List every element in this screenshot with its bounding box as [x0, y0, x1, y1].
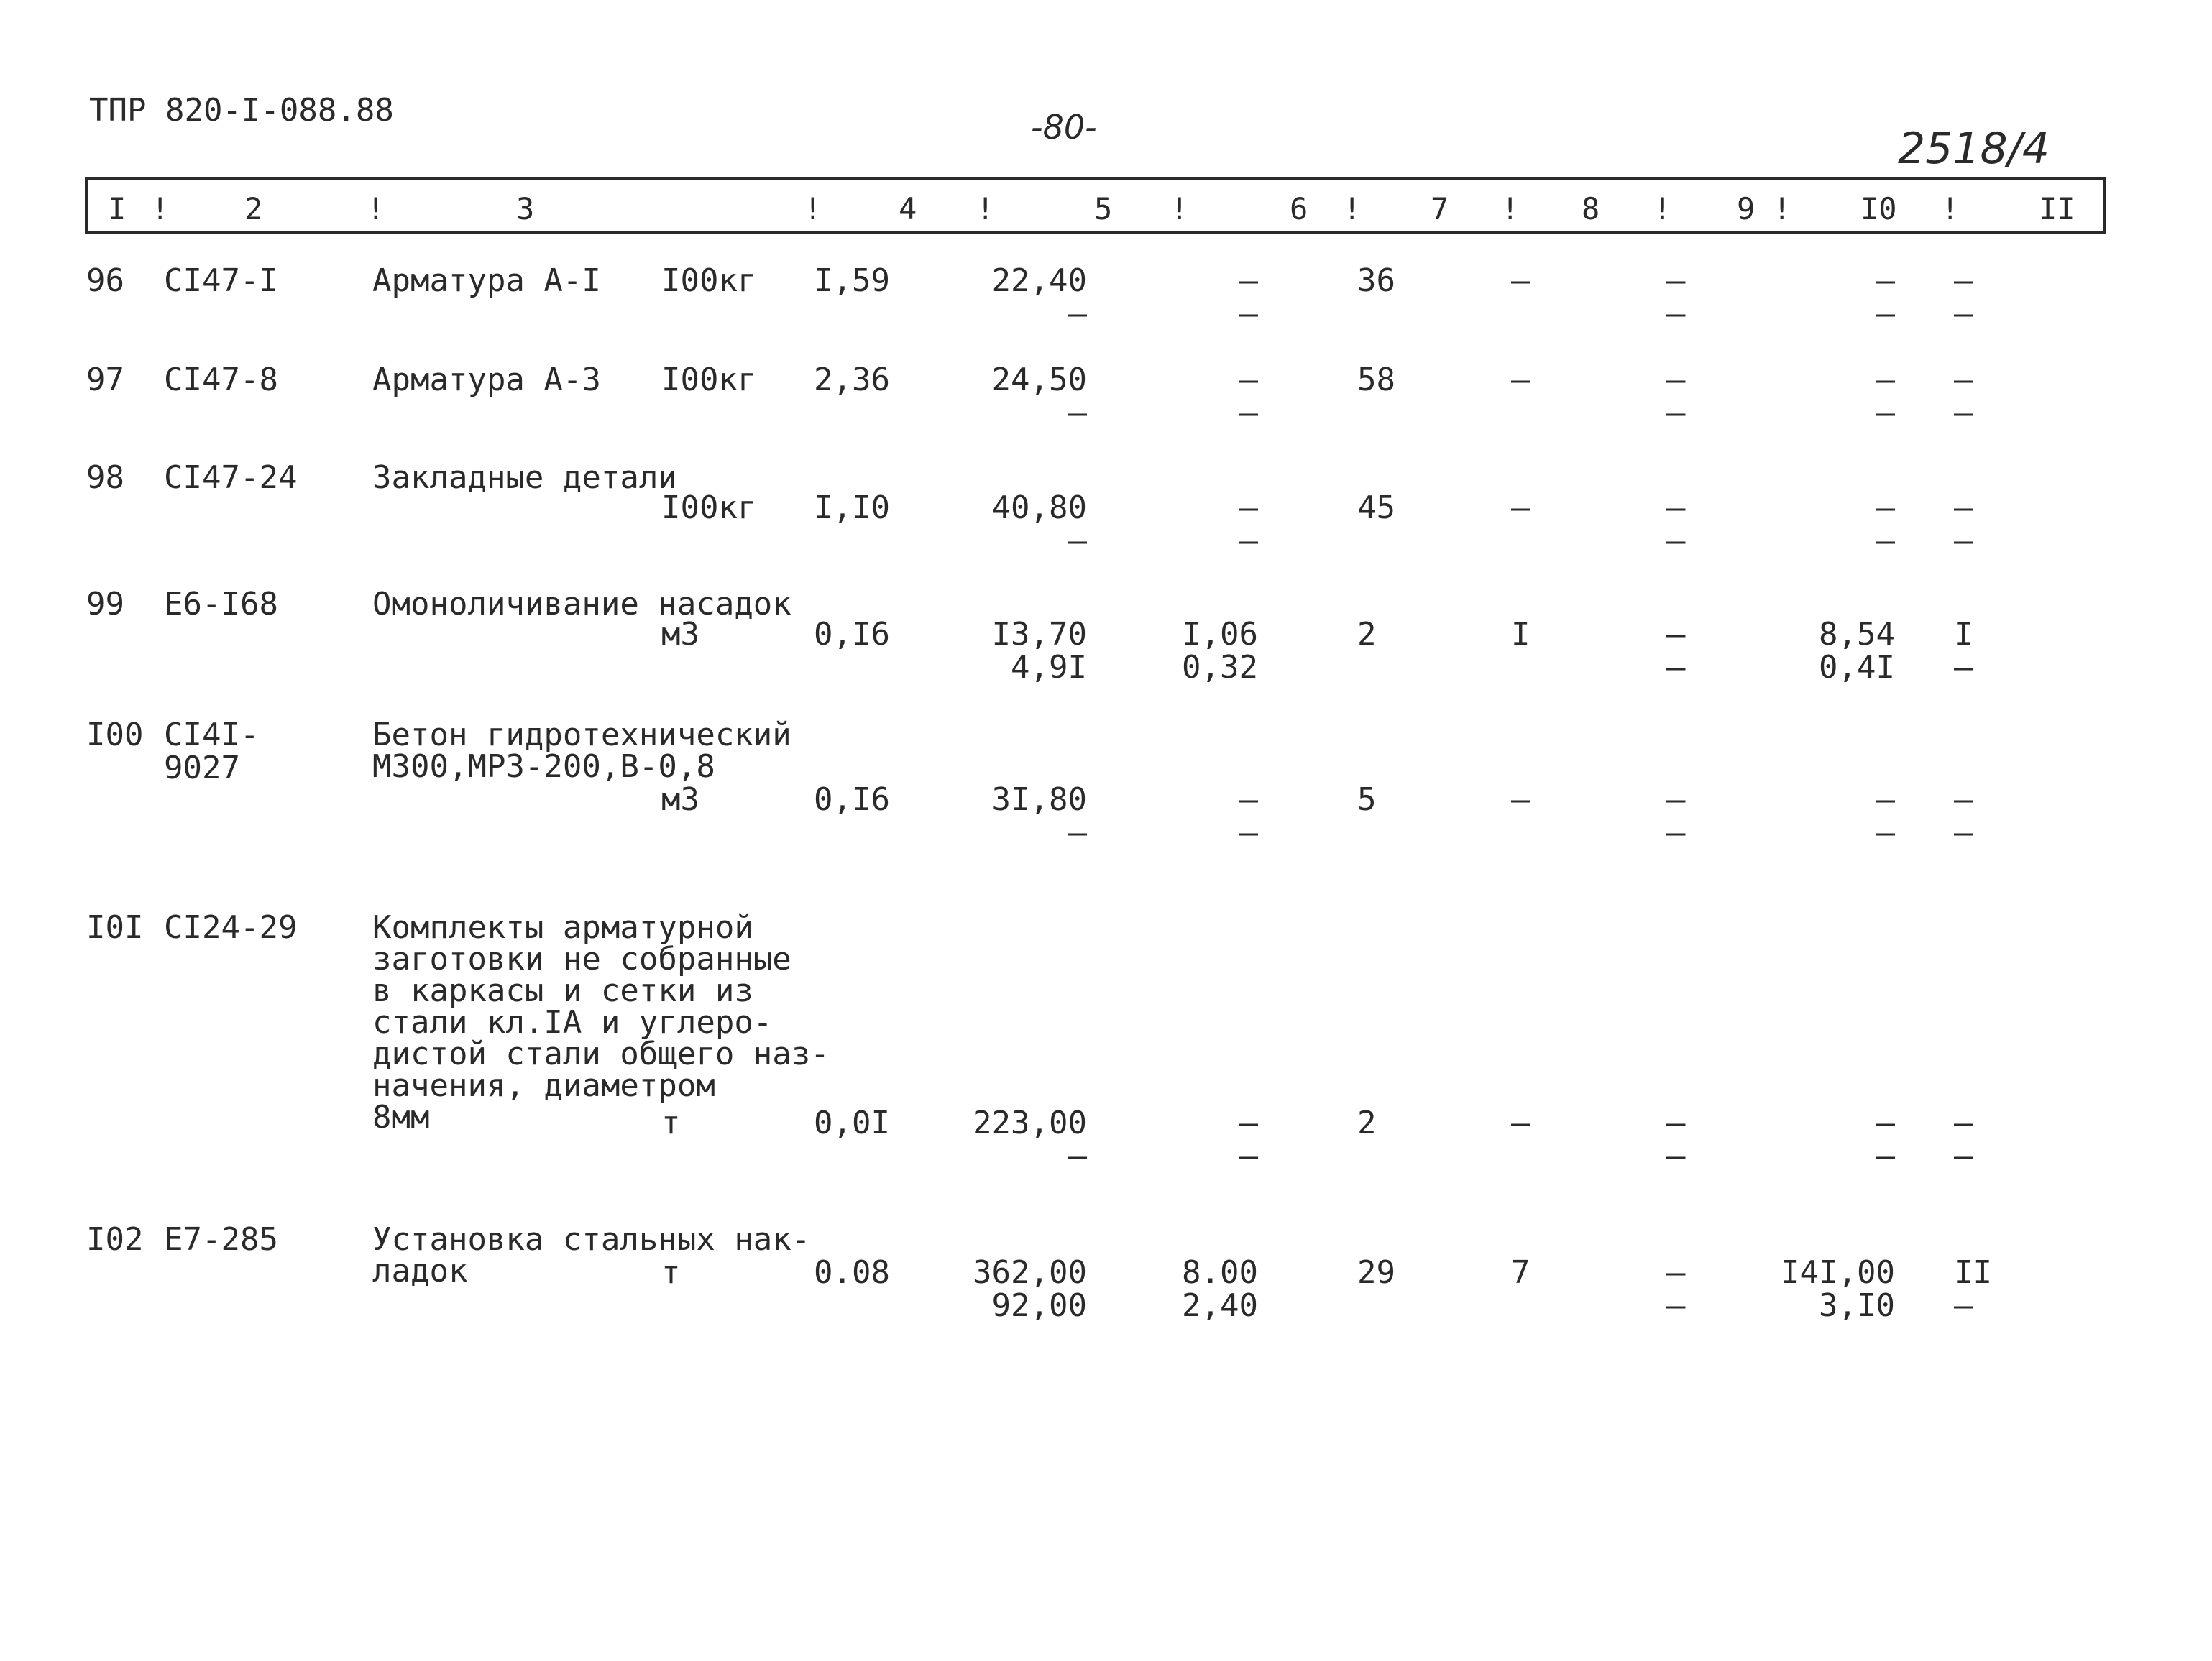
- row-number: 96: [86, 262, 124, 299]
- col8-value: –: [1511, 489, 1530, 526]
- col5-subvalue: 92,00: [991, 1287, 1087, 1324]
- row-quantity: I,59: [814, 262, 890, 299]
- col10-value: I4I,00: [1781, 1254, 1895, 1291]
- col5-value: 24,50: [991, 362, 1087, 398]
- col9-subvalue: –: [1666, 649, 1686, 686]
- col5-subvalue: –: [1068, 1138, 1087, 1174]
- row-name-line: Омоноличивание насадок: [372, 586, 791, 622]
- column-header-8: 8: [1582, 191, 1600, 226]
- col9-subvalue: –: [1666, 395, 1686, 431]
- col11-value: I: [1954, 616, 1973, 653]
- col9-value: –: [1666, 1105, 1686, 1141]
- row-name-line: Арматура А-I: [372, 262, 601, 299]
- col9-subvalue: –: [1666, 295, 1686, 332]
- col7-value: 5: [1357, 781, 1377, 818]
- column-header-9: 9: [1737, 191, 1756, 226]
- col9-value: –: [1666, 262, 1686, 299]
- column-separator: !: [1941, 191, 1960, 226]
- col11-subvalue: –: [1954, 1138, 1973, 1174]
- col11-value: –: [1954, 489, 1973, 526]
- column-header-6: 6: [1290, 191, 1308, 226]
- col10-value: –: [1876, 262, 1895, 299]
- row-unit: I00кг: [661, 489, 757, 526]
- row-number: I02: [86, 1221, 144, 1258]
- row-unit: м3: [661, 781, 699, 818]
- col5-subvalue: –: [1068, 523, 1087, 559]
- column-header-1: I: [108, 191, 127, 226]
- row-number: 99: [86, 586, 124, 622]
- row-code: E6-I68: [164, 586, 278, 622]
- row-unit: м3: [661, 616, 699, 653]
- col7-value: 36: [1357, 262, 1395, 299]
- col11-subvalue: –: [1954, 523, 1973, 559]
- row-code: CI47-I: [164, 262, 278, 299]
- col6-subvalue: 0,32: [1182, 649, 1258, 686]
- header-right-rule: [2103, 177, 2106, 234]
- row-name-line: Закладные детали: [372, 459, 677, 496]
- col9-subvalue: –: [1666, 1287, 1686, 1324]
- col6-value: –: [1239, 1105, 1258, 1141]
- col9-value: –: [1666, 616, 1686, 653]
- col6-subvalue: –: [1239, 1138, 1258, 1174]
- row-name-line: начения, диаметром: [372, 1067, 715, 1104]
- row-code: CI47-8: [164, 362, 278, 398]
- column-header-5: 5: [1094, 191, 1113, 226]
- col5-value: 223,00: [973, 1105, 1087, 1141]
- col8-value: I: [1511, 616, 1530, 653]
- column-separator: !: [804, 191, 822, 226]
- col6-value: –: [1239, 489, 1258, 526]
- col5-subvalue: –: [1068, 395, 1087, 431]
- row-number: 98: [86, 459, 124, 496]
- col8-value: –: [1511, 362, 1530, 398]
- col11-subvalue: –: [1954, 295, 1973, 332]
- column-header-10: I0: [1860, 191, 1897, 226]
- col10-value: –: [1876, 1105, 1895, 1141]
- col5-subvalue: 4,9I: [1011, 649, 1087, 686]
- col11-subvalue: –: [1954, 649, 1973, 686]
- col6-value: 8.00: [1182, 1254, 1258, 1291]
- col7-value: 2: [1357, 616, 1377, 653]
- column-header-2: 2: [244, 191, 263, 226]
- col10-value: –: [1876, 489, 1895, 526]
- row-name-line: Установка стальных нак-: [372, 1221, 811, 1258]
- sheet-number: 2518/4: [1898, 124, 2050, 174]
- col10-subvalue: 3,I0: [1819, 1287, 1895, 1324]
- row-unit: I00кг: [661, 362, 757, 398]
- col9-subvalue: –: [1666, 523, 1686, 559]
- header-left-rule: [85, 177, 88, 234]
- col5-value: I3,70: [991, 616, 1087, 653]
- col9-value: –: [1666, 1254, 1686, 1291]
- column-separator: !: [367, 191, 385, 226]
- column-separator: !: [976, 191, 995, 226]
- col6-value: –: [1239, 262, 1258, 299]
- row-name-line: Комплекты арматурной: [372, 909, 753, 946]
- col7-value: 45: [1357, 489, 1395, 526]
- col8-value: –: [1511, 1105, 1530, 1141]
- page-number: -80-: [1031, 108, 1097, 147]
- col7-value: 29: [1357, 1254, 1395, 1291]
- row-number: I0I: [86, 909, 144, 946]
- document-code: ТПР 820-I-088.88: [89, 92, 394, 129]
- row-number: I00: [86, 717, 144, 753]
- row-unit: I00кг: [661, 262, 757, 299]
- col9-value: –: [1666, 781, 1686, 818]
- row-quantity: 0.08: [814, 1254, 890, 1291]
- col10-value: –: [1876, 781, 1895, 818]
- col6-subvalue: –: [1239, 523, 1258, 559]
- row-unit: т: [661, 1254, 681, 1291]
- col5-subvalue: –: [1068, 814, 1087, 851]
- col5-subvalue: –: [1068, 295, 1087, 332]
- col9-subvalue: –: [1666, 814, 1686, 851]
- column-separator: !: [1773, 191, 1791, 226]
- col11-value: –: [1954, 262, 1973, 299]
- col7-value: 58: [1357, 362, 1395, 398]
- col5-value: 3I,80: [991, 781, 1087, 818]
- row-code: CI4I- 9027: [164, 717, 260, 786]
- col6-value: –: [1239, 362, 1258, 398]
- col10-subvalue: –: [1876, 395, 1895, 431]
- column-separator: !: [1343, 191, 1362, 226]
- column-separator: !: [151, 191, 170, 226]
- col11-value: II: [1954, 1254, 1992, 1291]
- col11-value: –: [1954, 362, 1973, 398]
- row-code: CI47-24: [164, 459, 298, 496]
- col5-value: 22,40: [991, 262, 1087, 299]
- col5-value: 362,00: [973, 1254, 1087, 1291]
- col8-value: –: [1511, 262, 1530, 299]
- header-top-rule: [85, 177, 2106, 180]
- col6-subvalue: –: [1239, 814, 1258, 851]
- col10-subvalue: –: [1876, 1138, 1895, 1174]
- col6-value: –: [1239, 781, 1258, 818]
- col5-value: 40,80: [991, 489, 1087, 526]
- row-number: 97: [86, 362, 124, 398]
- col8-value: 7: [1511, 1254, 1530, 1291]
- col10-subvalue: 0,4I: [1819, 649, 1895, 686]
- col6-subvalue: 2,40: [1182, 1287, 1258, 1324]
- column-separator: !: [1170, 191, 1189, 226]
- col10-subvalue: –: [1876, 814, 1895, 851]
- row-quantity: 2,36: [814, 362, 890, 398]
- col10-subvalue: –: [1876, 523, 1895, 559]
- row-name-line: 8мм: [372, 1099, 430, 1136]
- col11-value: –: [1954, 781, 1973, 818]
- row-name-line: М300,МРЗ-200,В-0,8: [372, 748, 715, 785]
- column-separator: !: [1501, 191, 1520, 226]
- row-code: E7-285: [164, 1221, 278, 1258]
- col9-subvalue: –: [1666, 1138, 1686, 1174]
- col8-value: –: [1511, 781, 1530, 818]
- col7-value: 2: [1357, 1105, 1377, 1141]
- column-header-11: II: [2039, 191, 2075, 226]
- col9-value: –: [1666, 489, 1686, 526]
- col6-value: I,06: [1182, 616, 1258, 653]
- row-name-line: ладок: [372, 1253, 468, 1289]
- col11-subvalue: –: [1954, 814, 1973, 851]
- row-unit: т: [661, 1105, 681, 1141]
- row-name-line: в каркасы и сетки из: [372, 972, 753, 1009]
- column-header-7: 7: [1431, 191, 1449, 226]
- row-name-line: Бетон гидротехнический: [372, 717, 791, 753]
- row-name-line: Арматура А-3: [372, 362, 601, 398]
- row-quantity: I,I0: [814, 489, 890, 526]
- row-code: CI24-29: [164, 909, 298, 946]
- header-bottom-rule: [85, 231, 2106, 234]
- row-name-line: стали кл.IA и углеро-: [372, 1004, 773, 1041]
- col10-value: –: [1876, 362, 1895, 398]
- column-separator: !: [1653, 191, 1672, 226]
- row-quantity: 0,I6: [814, 616, 890, 653]
- column-header-3: 3: [516, 191, 535, 226]
- col11-value: –: [1954, 1105, 1973, 1141]
- col10-subvalue: –: [1876, 295, 1895, 332]
- col10-value: 8,54: [1819, 616, 1895, 653]
- col11-subvalue: –: [1954, 395, 1973, 431]
- row-name-line: дистой стали общего наз-: [372, 1036, 830, 1072]
- col6-subvalue: –: [1239, 395, 1258, 431]
- row-quantity: 0,0I: [814, 1105, 890, 1141]
- col9-value: –: [1666, 362, 1686, 398]
- col11-subvalue: –: [1954, 1287, 1973, 1324]
- row-quantity: 0,I6: [814, 781, 890, 818]
- column-header-4: 4: [899, 191, 917, 226]
- col6-subvalue: –: [1239, 295, 1258, 332]
- row-name-line: заготовки не собранные: [372, 941, 791, 977]
